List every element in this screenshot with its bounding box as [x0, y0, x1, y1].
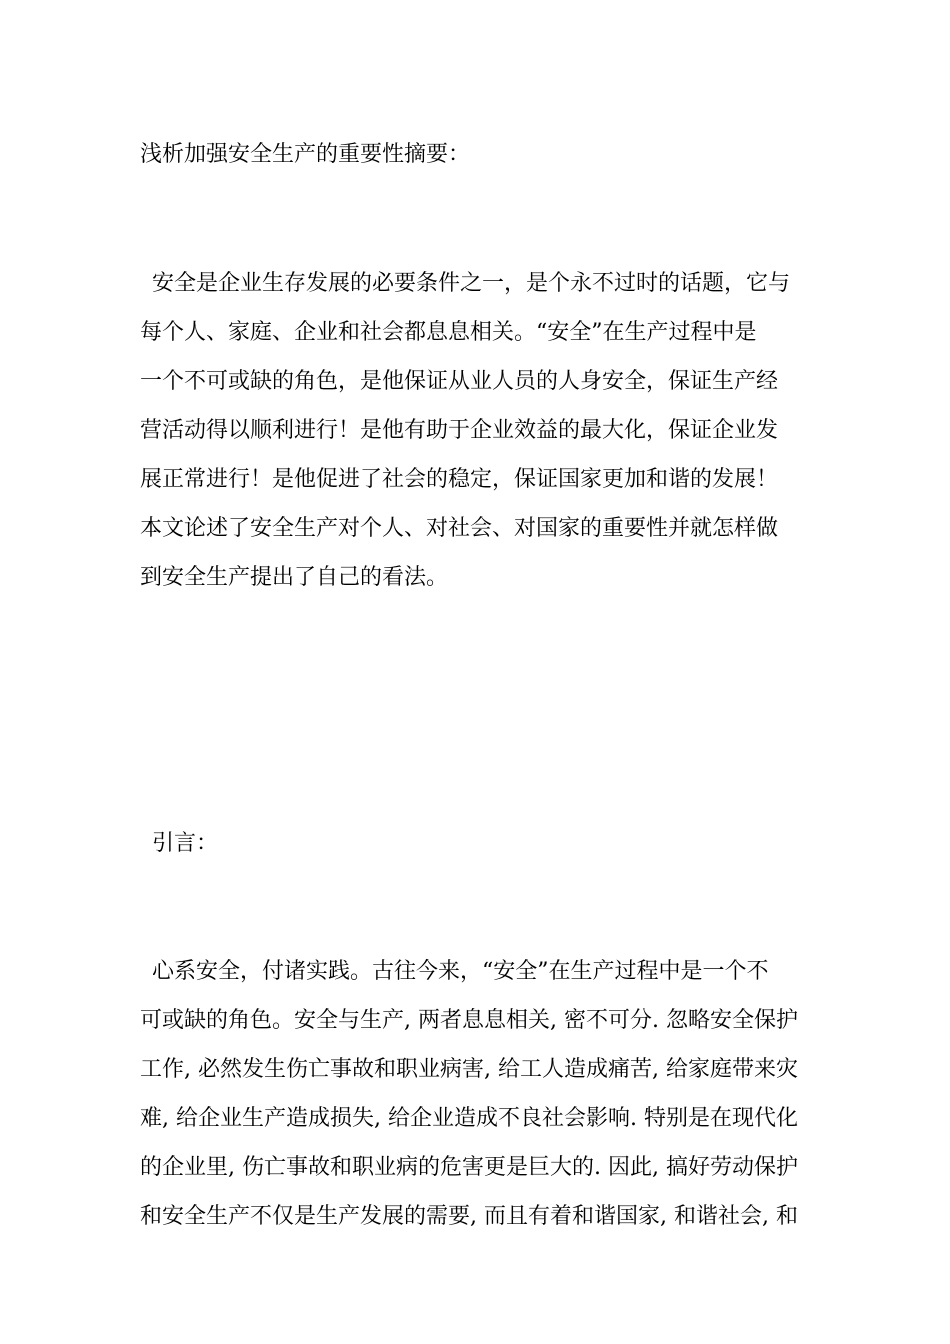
intro-heading: 引言：: [152, 831, 219, 856]
intro-line: 工作, 必然发生伤亡事故和职业病害, 给工人造成痛苦, 给家庭带来灾: [140, 1057, 798, 1082]
abstract-line: 本文论述了安全生产对个人、对社会、对国家的重要性并就怎样做: [140, 516, 779, 541]
abstract-line: 每个人、家庭、企业和社会都息息相关。“安全”在生产过程中是: [140, 320, 757, 345]
intro-line: 难, 给企业生产造成损失, 给企业造成不良社会影响. 特别是在现代化: [140, 1106, 798, 1131]
intro-line: 和安全生产不仅是生产发展的需要, 而且有着和谐国家, 和谐社会, 和: [140, 1204, 798, 1229]
intro-line: 的企业里, 伤亡事故和职业病的危害更是巨大的. 因此, 搞好劳动保护: [140, 1155, 798, 1180]
intro-line: 可或缺的角色。安全与生产, 两者息息相关, 密不可分. 忽略安全保护: [140, 1008, 798, 1033]
intro-paragraph: [140, 947, 800, 1241]
intro-line: 心系安全，付诸实践。古往今来，“安全”在生产过程中是一个不: [152, 959, 769, 984]
abstract-paragraph: [140, 259, 800, 602]
document-title: 浅析加强安全生产的重要性摘要：: [140, 142, 471, 167]
abstract-line: 营活动得以顺利进行！是他有助于企业效益的最大化，保证企业发: [140, 418, 779, 443]
abstract-line: 一个不可或缺的角色，是他保证从业人员的人身安全，保证生产经: [140, 369, 779, 394]
abstract-line: 到安全生产提出了自己的看法。: [140, 565, 449, 590]
abstract-line: 展正常进行！是他促进了社会的稳定，保证国家更加和谐的发展！: [140, 467, 779, 492]
abstract-line: 安全是企业生存发展的必要条件之一，是个永不过时的话题，它与: [152, 271, 791, 296]
